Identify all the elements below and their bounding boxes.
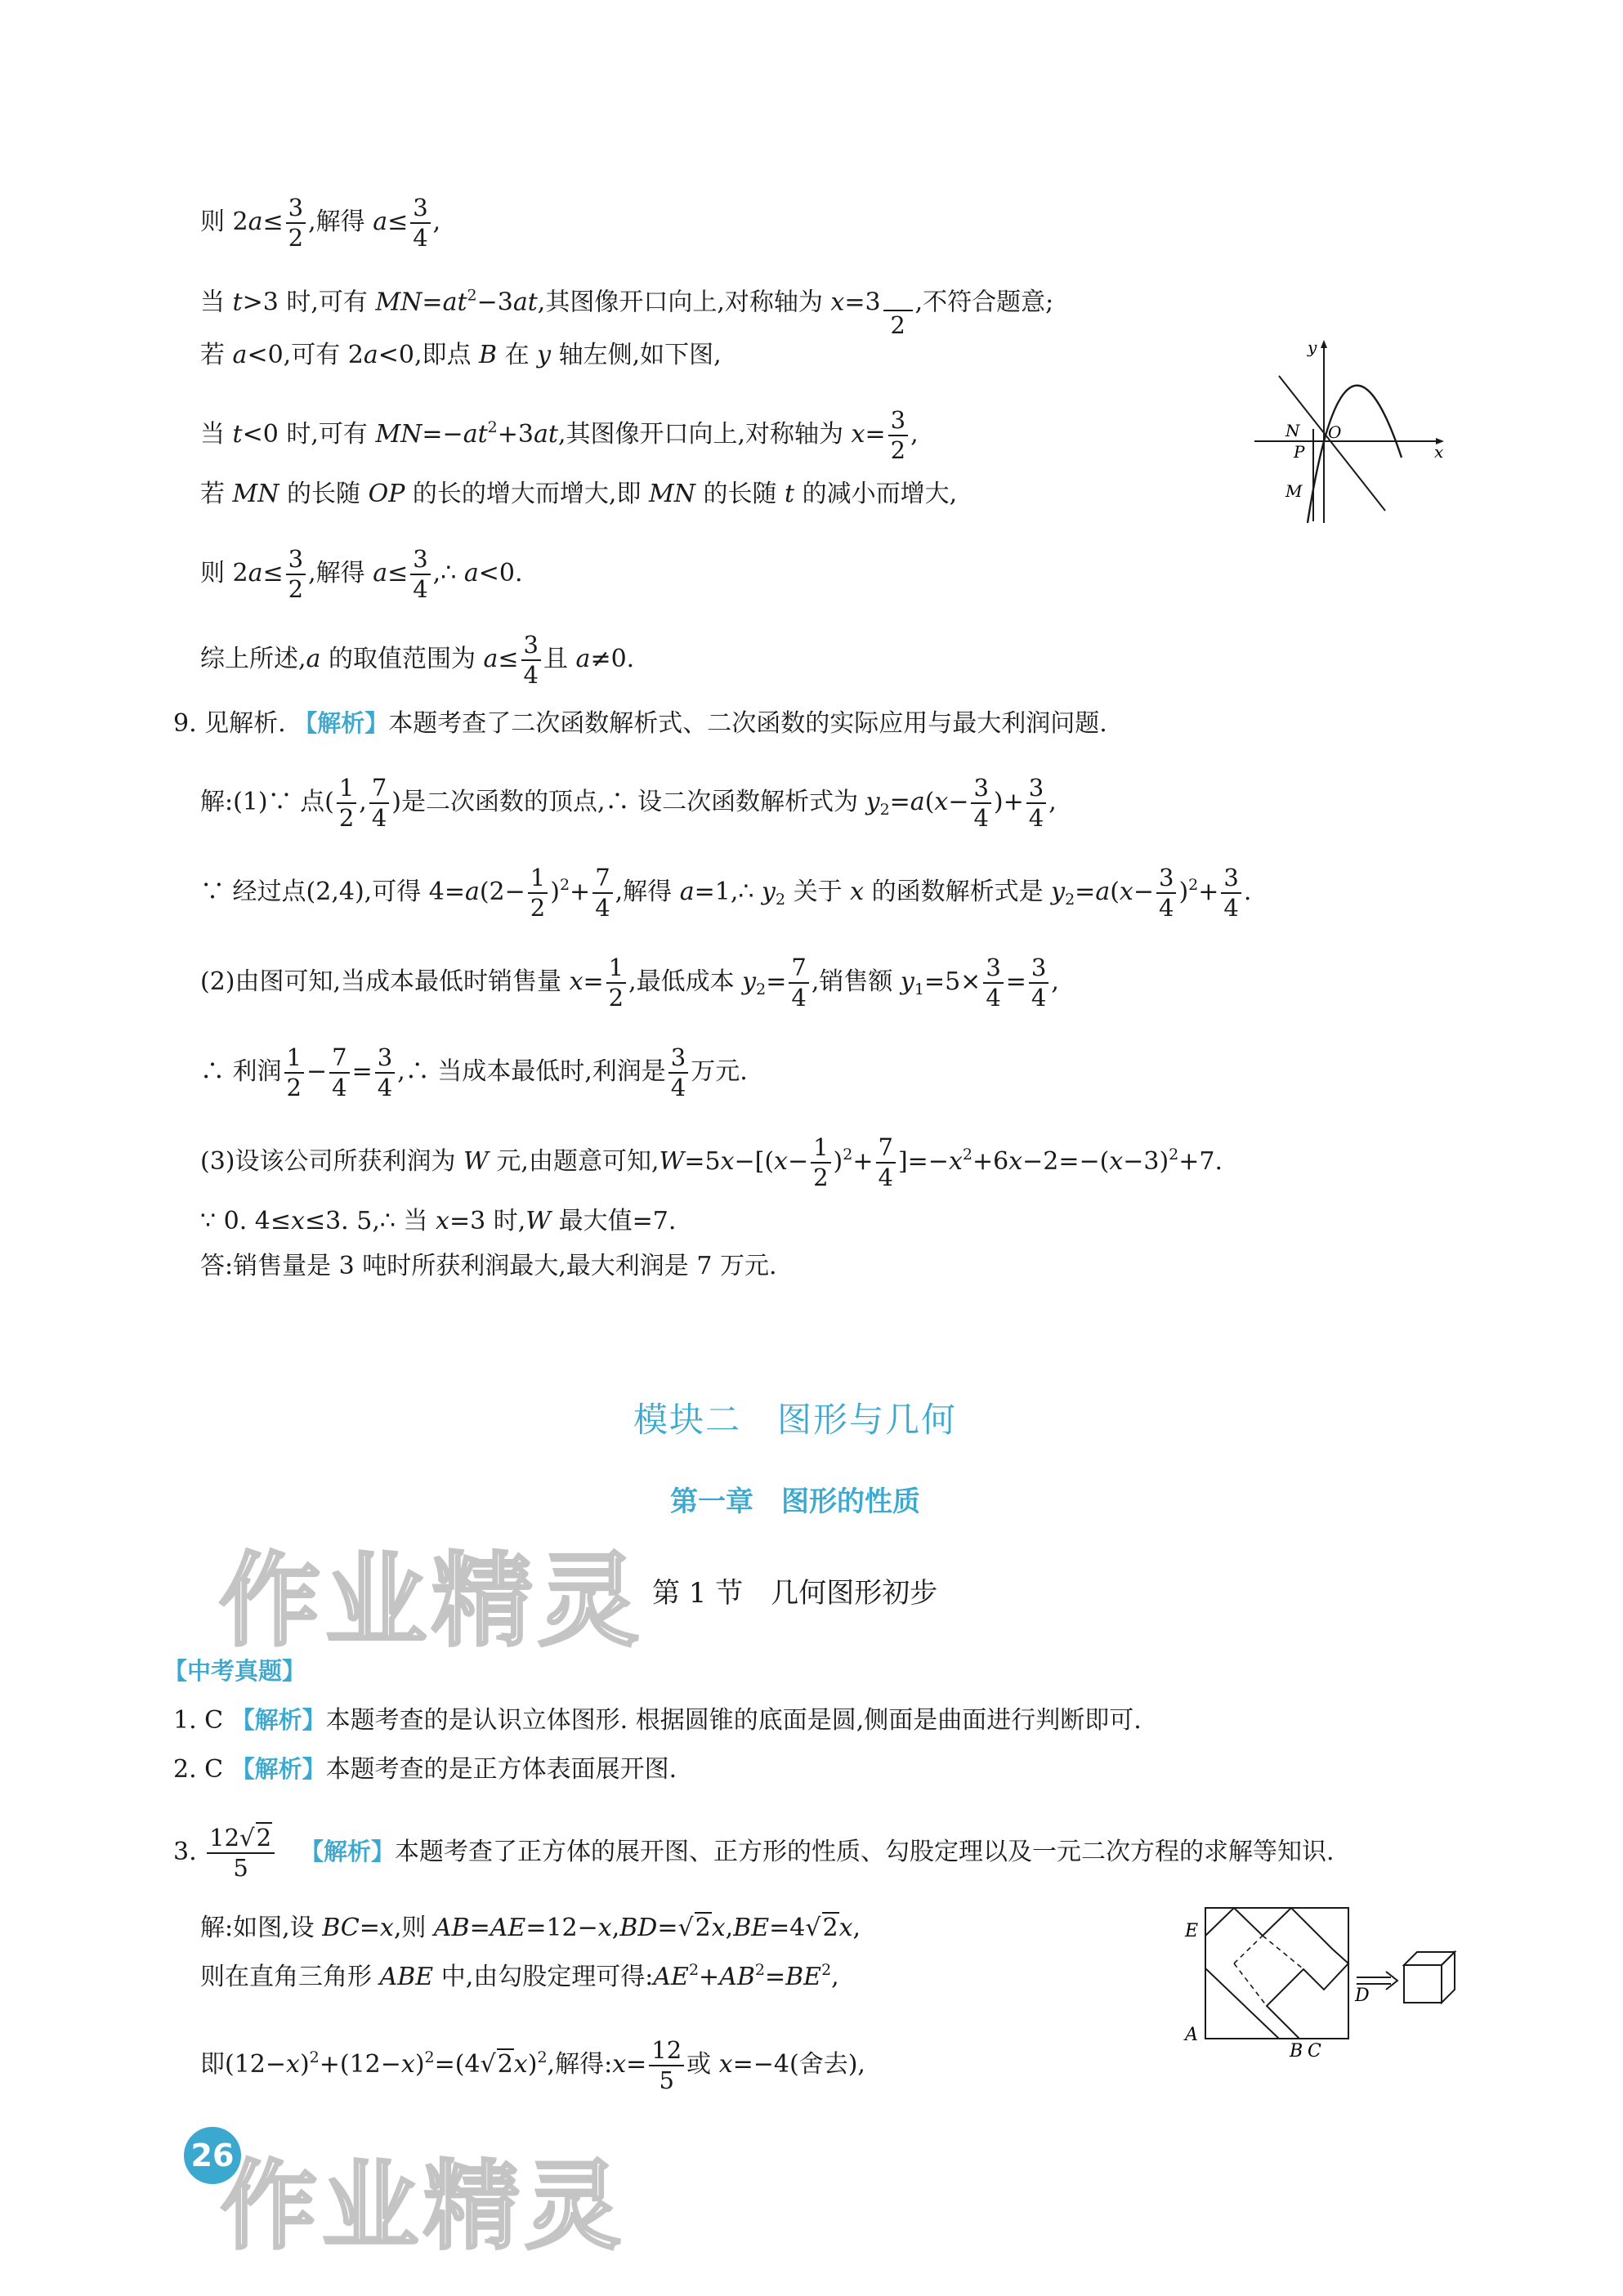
zhongkao-q3: 3. $\frac{12√2}{5}$ 【解析】本题考查了正方体的展开图、正方形的性质、勾股定理以及一元二次方程的求解等知识. [173, 1824, 1335, 1882]
fraction: $\frac{3}{4}$ [375, 1046, 395, 1100]
module-title: 模块二 图形与几何 [633, 1400, 957, 1440]
analysis-tag: 【解析】 [230, 1755, 326, 1783]
c-label: C [1308, 2041, 1321, 2061]
fraction: $\frac{3}{4}$ [1026, 776, 1046, 830]
page-number: 26 [184, 2127, 241, 2184]
q9-step-4: ∴ 利润 $\frac{1}{2}$ − $\frac{7}{4}$ = $\frac{3}{4}$ ,∴ 当成本最低时,利润是 $\frac{3}{4}$ 万元. [200, 1043, 748, 1101]
e-label: E [1185, 1921, 1199, 1941]
watermark: 作业精灵 [219, 1543, 645, 1660]
answer-fraction: $\frac{12√2}{5}$ [207, 1826, 275, 1880]
o-label: O [1328, 422, 1342, 442]
x-label: x [1434, 442, 1444, 462]
watermark-footer: 作业精灵 [221, 2150, 627, 2262]
fraction: $\frac{1}{2}$ [606, 956, 626, 1010]
fraction: $\frac{3}{4}$ [1221, 866, 1241, 920]
p-label: P [1294, 442, 1305, 462]
zhongkao-q1: 1. C 【解析】本题考查的是认识立体图形. 根据圆锥的底面是圆,侧面是曲面进行判断即可. [173, 1706, 1142, 1735]
q3-step-3: 即$(12-x)^2+(12-x)^2=(4√2x)^2$,解得:x= $\frac{12}{5}$ 或 x=−4(舍去), [200, 2036, 865, 2094]
fraction: $\frac{12}{5}$ [649, 2039, 684, 2093]
fraction: $\frac{1}{2}$ [528, 866, 548, 920]
net-outline [1205, 1908, 1348, 2039]
fraction: $\frac{7}{4}$ [876, 1136, 896, 1190]
q9-step-5: (3)设该公司所获利润为 W 元,由题意可知,W=5x−[(x− $\frac{1}{2}$ )$^2$+ $\frac{7}{4}$ ]$=-x^2+6x-2=-(x-3)^2+7$. [200, 1133, 1223, 1191]
m-label: M [1285, 481, 1303, 501]
zhongkao-q2: 2. C 【解析】本题考查的是正方体表面展开图. [173, 1755, 677, 1784]
cube-side [1442, 1952, 1455, 2003]
solution-line-5: 若 MN 的长随 OP 的长的增大而增大,即 MN 的长随 t 的减小而增大, [200, 480, 958, 508]
q3-step-1: 解:如图,设 BC=x,则 AB=AE=12−x,BD=√2x,BE=4√2x, [200, 1914, 861, 1942]
chapter-title: 第一章 图形的性质 [670, 1485, 920, 1518]
fraction: $\frac{7}{4}$ [329, 1046, 349, 1100]
y-axis-arrow [1321, 340, 1327, 348]
q9-step-2: ∵ 经过点(2,4),可得 4=a(2− $\frac{1}{2}$ )$^2$+ $\frac{7}{4}$ ,解得 a=1,∴ $y_2$ 关于 x 的函数解析式是 $y_2=a(x-$ $\frac{3}{4}$ )$^2$+ $\frac{3}{4}$ . [200, 864, 1252, 922]
fraction: $\frac{3}{4}$ [410, 196, 430, 250]
solution-line-7: 综上所述,a 的取值范围为 a≤ $\frac{3}{4}$ 且 a≠0. [200, 631, 635, 689]
solution-line-2: 当 t>3 时,可有 $MN=at^2-3at$,其图像开口向上,对称轴为 x=3 2 ,不符合题意; [200, 286, 1054, 339]
fraction: $\frac{7}{4}$ [592, 866, 612, 920]
parabola-graph [1238, 335, 1451, 531]
analysis-tag: 【解析】 [230, 1706, 326, 1734]
fraction: $\frac{3}{2}$ [286, 196, 306, 250]
d-label: D [1355, 1986, 1370, 2006]
fraction: $\frac{3}{4}$ [410, 547, 430, 601]
q9-header: 9. 见解析. 【解析】本题考查了二次函数解析式、二次函数的实际应用与最大利润问题. [173, 709, 1107, 738]
fraction: $\frac{3}{4}$ [971, 776, 990, 830]
fraction: $\frac{3}{2}$ [888, 409, 908, 462]
cube-net-diagram [1177, 1900, 1479, 2063]
b-label: B [1290, 2041, 1303, 2061]
fraction: $\frac{3}{4}$ [983, 956, 1003, 1010]
fraction: $\frac{1}{2}$ [284, 1046, 304, 1100]
analysis-tag: 【解析】 [300, 1838, 396, 1865]
solution-line-3: 若 a<0,可有 2a<0,即点 B 在 y 轴左侧,如下图, [200, 341, 722, 369]
fraction: $\frac{3}{2}$ [286, 547, 306, 601]
q9-answer: 答:销售量是 3 吨时所获利润最大,最大利润是 7 万元. [200, 1252, 777, 1280]
y-label: y [1308, 337, 1317, 357]
fraction: $\frac{3}{4}$ [1029, 956, 1048, 1010]
n-label: N [1285, 421, 1300, 440]
fraction: $\frac{3}{4}$ [668, 1046, 688, 1100]
solution-line-6: 则 2a≤ $\frac{3}{2}$ ,解得 a≤ $\frac{3}{4}$ ,∴ a<0. [200, 545, 523, 603]
solution-line-1: 则 2a≤ $\frac{3}{2}$ ,解得 a≤ $\frac{3}{4}$ , [200, 194, 441, 252]
analysis-tag: 【解析】 [293, 709, 389, 737]
q9-step-1: 解:(1)∵ 点( $\frac{1}{2}$ , $\frac{7}{4}$ )是二次函数的顶点,∴ 设二次函数解析式为 $y_2=a(x-$ $\frac{3}{4}$ )+ $\frac{3}{4}$ , [200, 774, 1057, 832]
fraction: $\frac{7}{4}$ [789, 956, 808, 1010]
parabola-curve [1308, 386, 1402, 523]
zhongkao-header: 【中考真题】 [163, 1657, 306, 1685]
section-title: 第 1 节 几何图形初步 [652, 1577, 938, 1610]
q9-step-3: (2)由图可知,当成本最低时销售量 x= $\frac{1}{2}$ ,最低成本 $y_2=$ $\frac{7}{4}$ ,销售额 $y_1=5\times$ $\frac{3}{4}$ = $\frac{3}{4}$ , [200, 954, 1059, 1012]
fraction: $\frac{1}{2}$ [811, 1136, 830, 1190]
arrow-head [1386, 1972, 1397, 1990]
q9-step-6: ∵ 0. 4≤x≤3. 5,∴ 当 x=3 时,W 最大值=7. [200, 1207, 677, 1235]
fraction: $\frac{3}{4}$ [1156, 866, 1176, 920]
fraction: 2 [883, 297, 913, 337]
fraction: $\frac{3}{4}$ [521, 633, 541, 687]
a-label: A [1185, 2025, 1198, 2045]
solution-line-4: 当 t<0 时,可有 $MN=-at^2+3at$,其图像开口向上,对称轴为 x= $\frac{3}{2}$ , [200, 406, 919, 464]
fraction: $\frac{1}{2}$ [337, 776, 356, 830]
q3-step-2: 则在直角三角形 ABE 中,由勾股定理可得$:AE^2+AB^2=BE^2$, [200, 1961, 839, 1991]
net-square [1205, 1908, 1348, 2039]
fraction: $\frac{7}{4}$ [369, 776, 389, 830]
cube-front [1404, 1965, 1442, 2003]
net-dashed-2 [1263, 1936, 1303, 1969]
